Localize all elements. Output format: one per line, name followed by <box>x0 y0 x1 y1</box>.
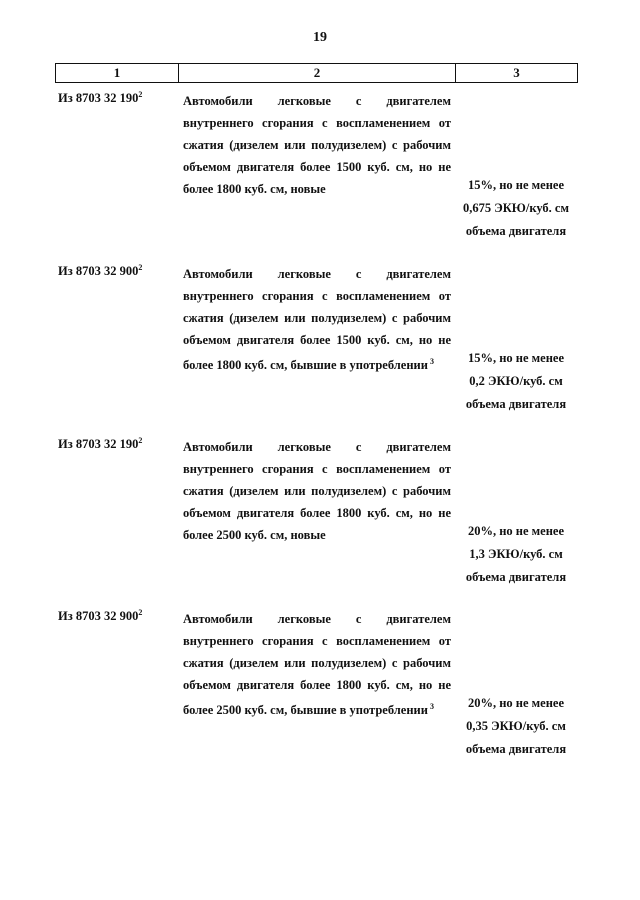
tariff-code-text: Из 8703 32 900 <box>58 264 139 279</box>
description-word: легковые <box>277 612 331 626</box>
duty-rate-line: объема двигателя <box>465 742 567 756</box>
description-word: с <box>355 612 362 626</box>
description-line: внутреннего сгорания с воспламенением от <box>183 462 451 476</box>
description-word: Автомобили <box>183 267 253 281</box>
description-word: легковые <box>277 440 331 454</box>
tariff-code <box>58 608 142 624</box>
description-line: сжатия (дизелем или полудизелем) с рабочим <box>183 656 451 670</box>
description-line: объемом двигателя более 1800 куб. см, но не <box>183 678 451 692</box>
duty-rate-line: объема двигателя <box>465 224 567 238</box>
duty-rate <box>456 174 576 243</box>
page-number: 19 <box>313 30 327 45</box>
description-word: с <box>355 267 362 281</box>
description-word: Автомобили <box>183 94 253 108</box>
description-line: более 2500 куб. см, новые <box>183 528 326 542</box>
tariff-code <box>58 263 142 279</box>
duty-rate-line: 0,35 ЭКЮ/куб. см <box>466 719 566 733</box>
column-header-2: 2 <box>179 64 456 82</box>
duty-rate-line: объема двигателя <box>465 397 567 411</box>
tariff-code-text: Из 8703 32 190 <box>58 437 139 452</box>
duty-rate-line: 20%, но не менее <box>467 696 565 710</box>
duty-rate <box>456 347 576 416</box>
description-word: легковые <box>277 94 331 108</box>
goods-description <box>183 608 451 718</box>
description-line: объемом двигателя более 1800 куб. см, но не <box>183 506 451 520</box>
goods-description <box>183 90 451 200</box>
footnote-ref: 2 <box>138 90 143 99</box>
description-word: двигателем <box>386 612 451 626</box>
duty-rate-line: объема двигателя <box>465 570 567 584</box>
footnote-ref: 2 <box>138 263 143 272</box>
description-word: Автомобили <box>183 612 253 626</box>
duty-rate-line: 1,3 ЭКЮ/куб. см <box>469 547 563 561</box>
description-word: двигателем <box>386 267 451 281</box>
column-header-1: 1 <box>56 64 179 82</box>
duty-rate-line: 0,675 ЭКЮ/куб. см <box>462 201 569 215</box>
description-word: легковые <box>277 267 331 281</box>
description-word: двигателем <box>386 440 451 454</box>
description-line <box>183 263 451 285</box>
duty-rate-line: 15%, но не менее <box>467 351 565 365</box>
duty-rate-line: 0,2 ЭКЮ/куб. см <box>469 374 563 388</box>
tariff-code-text: Из 8703 32 900 <box>58 609 139 624</box>
footnote-ref: 3 <box>427 702 434 711</box>
footnote-ref: 2 <box>138 608 143 617</box>
description-line: объемом двигателя более 1500 куб. см, но не <box>183 160 451 174</box>
goods-description <box>183 263 451 373</box>
footnote-ref: 2 <box>138 436 143 445</box>
description-word: Автомобили <box>183 440 253 454</box>
duty-rate <box>456 520 576 589</box>
description-word: с <box>355 94 362 108</box>
description-word: с <box>355 440 362 454</box>
tariff-code-text: Из 8703 32 190 <box>58 91 139 106</box>
footnote-ref: 3 <box>427 357 434 366</box>
description-line: более 1800 куб. см, бывшие в употреблении $^3$ <box>183 357 434 373</box>
table-header <box>55 63 578 83</box>
description-word: двигателем <box>386 94 451 108</box>
goods-description <box>183 436 451 546</box>
description-line: более 1800 куб. см, новые <box>183 182 326 196</box>
description-line <box>183 436 451 458</box>
description-line <box>183 608 451 630</box>
duty-rate-line: 20%, но не менее <box>467 524 565 538</box>
duty-rate <box>456 692 576 761</box>
description-line: объемом двигателя более 1500 куб. см, но не <box>183 333 451 347</box>
tariff-code <box>58 436 142 452</box>
description-line: внутреннего сгорания с воспламенением от <box>183 289 451 303</box>
description-line: внутреннего сгорания с воспламенением от <box>183 634 451 648</box>
description-line: сжатия (дизелем или полудизелем) с рабочим <box>183 138 451 152</box>
description-line: сжатия (дизелем или полудизелем) с рабочим <box>183 311 451 325</box>
description-line: сжатия (дизелем или полудизелем) с рабочим <box>183 484 451 498</box>
description-line: более 2500 куб. см, бывшие в употреблении $^3$ <box>183 702 434 718</box>
tariff-code <box>58 90 142 106</box>
description-line <box>183 90 451 112</box>
description-line: внутреннего сгорания с воспламенением от <box>183 116 451 130</box>
duty-rate-line: 15%, но не менее <box>467 178 565 192</box>
column-header-3: 3 <box>513 65 520 80</box>
